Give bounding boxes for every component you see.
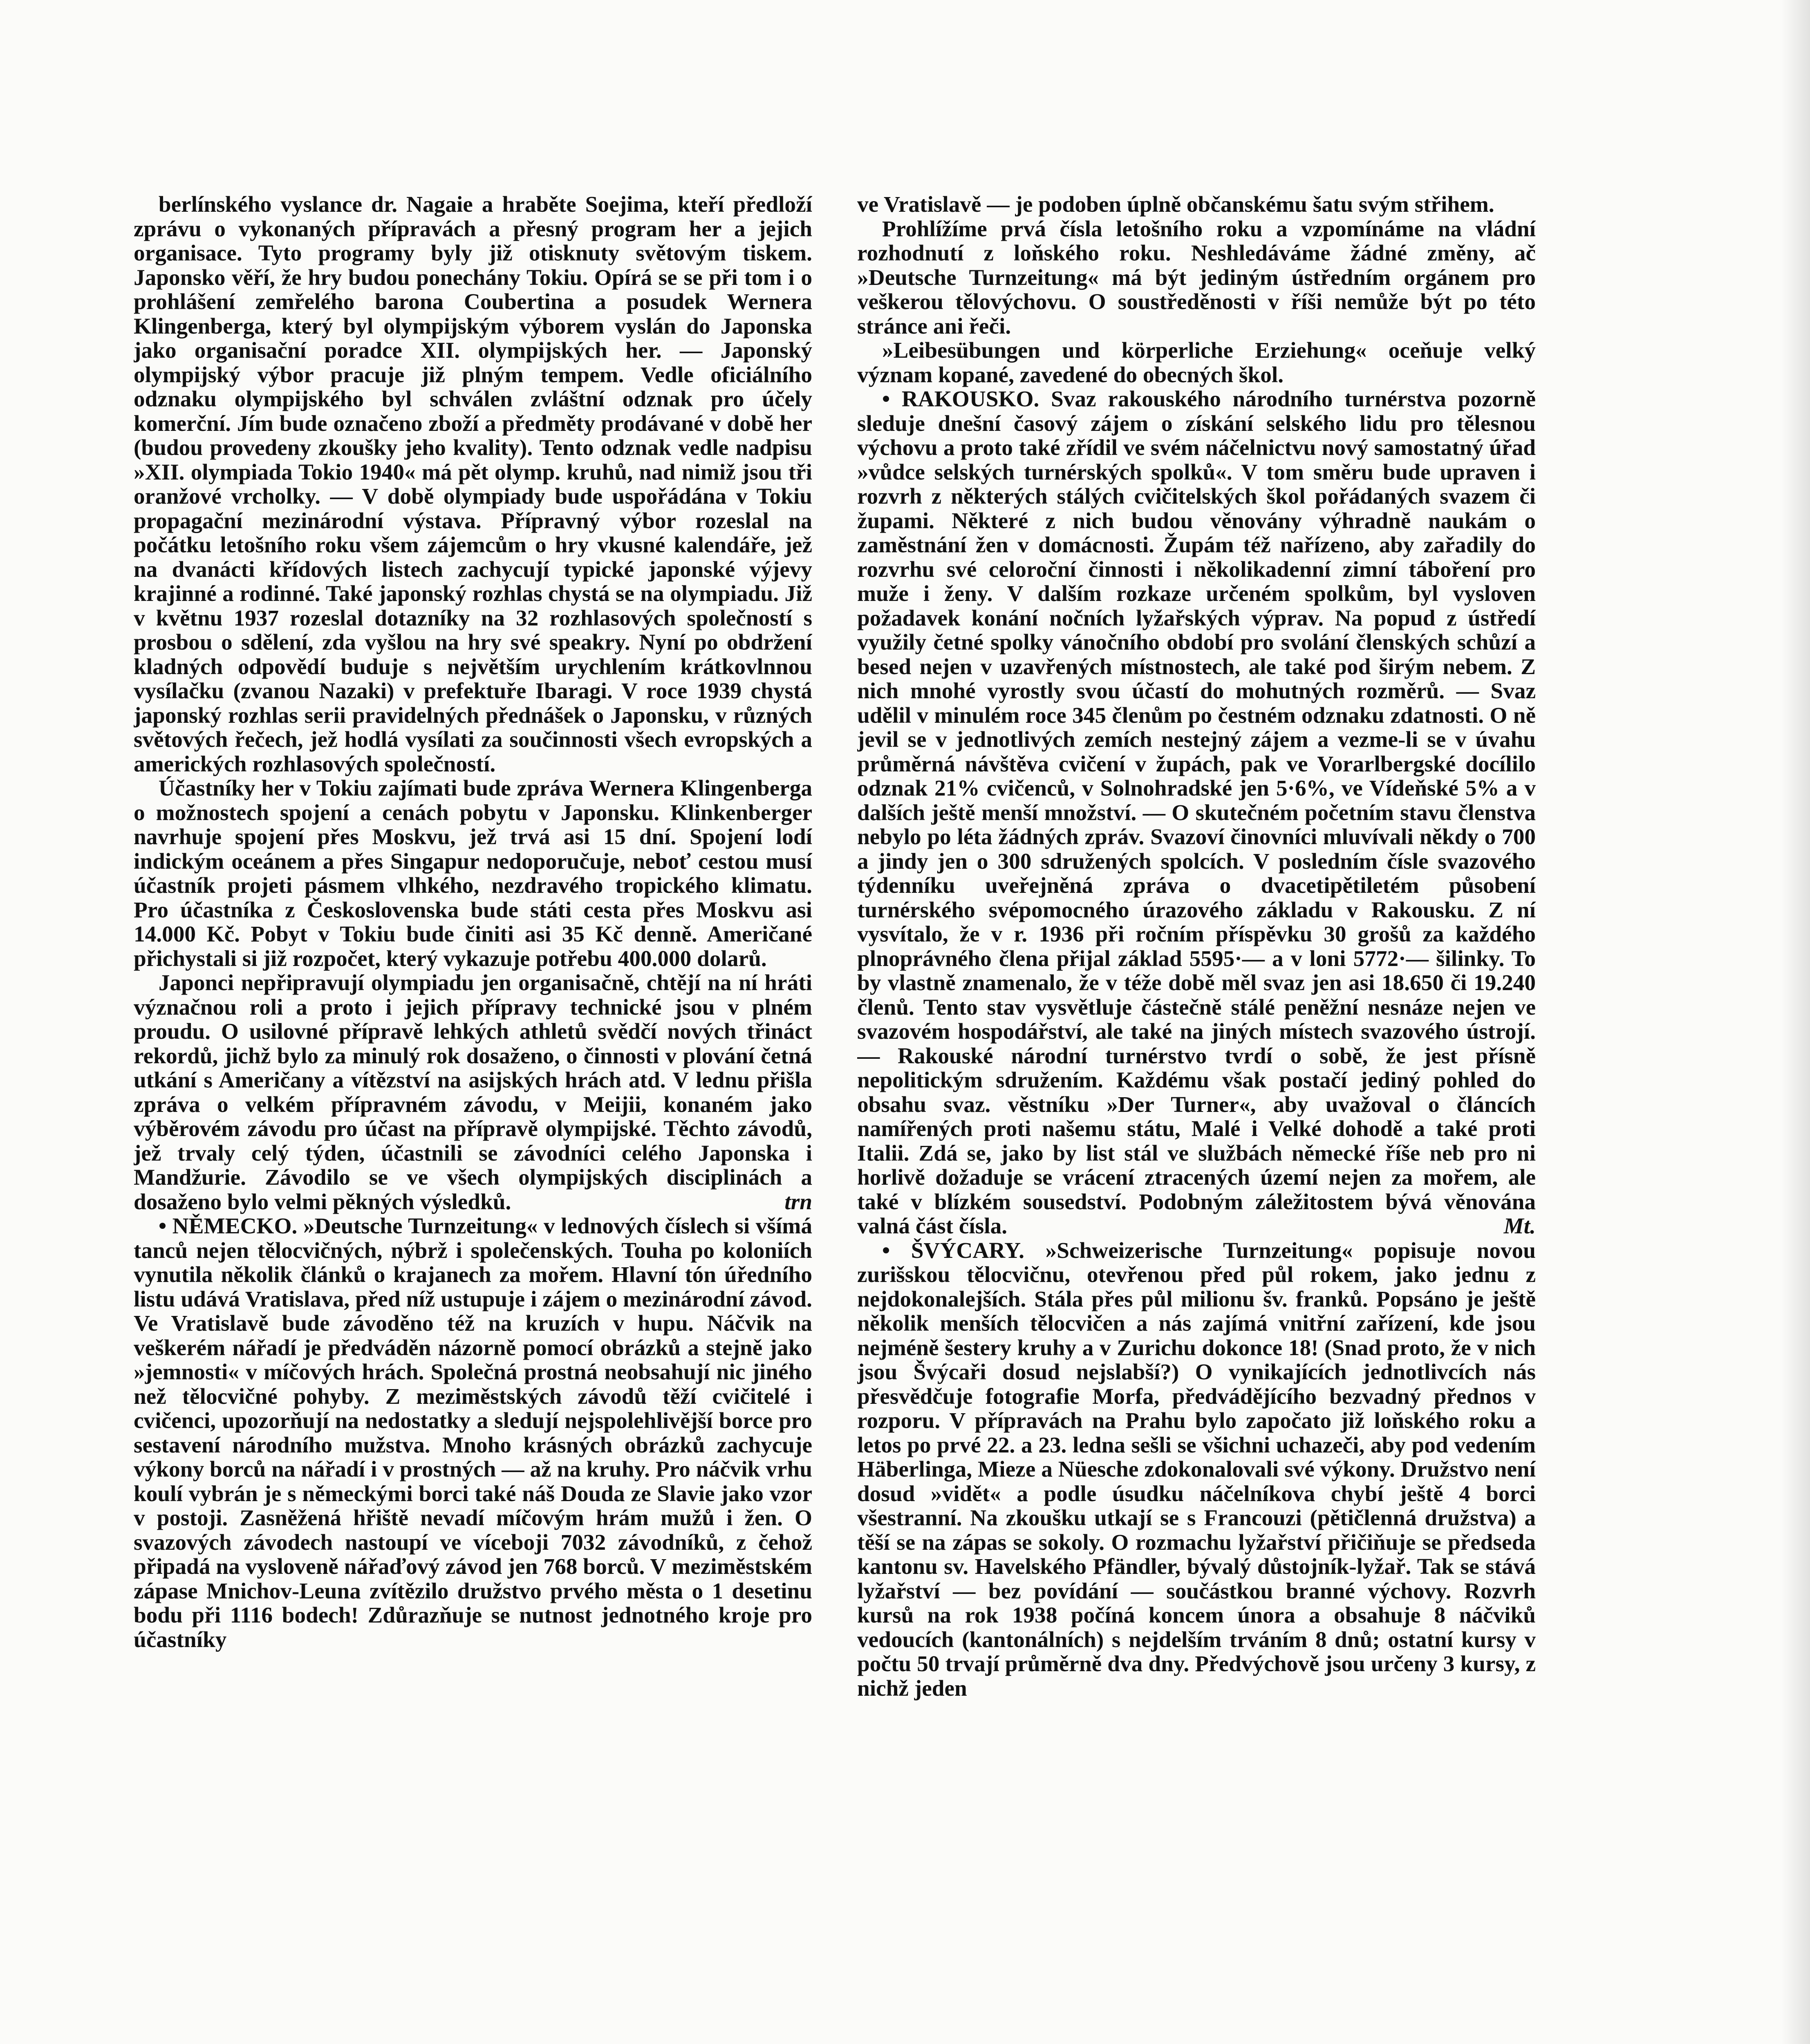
left-column-paragraph [134,970,812,1214]
text-columns [134,192,1536,2044]
left-column [134,192,812,2044]
right-column-paragraph [857,1238,1536,1701]
left-column-paragraph [134,776,812,970]
paragraph-text: Účastníky her v Tokiu zajímati bude zpráva Wernera Klingenberga o možnostech spojení a cenách pobytu v Japonsku. Klinkenberger navrhuje spojení přes Moskvu, jež trvá asi 15 dní. Spojení lodí indickým oceánem a přes Singapur nedoporučuje, neboť cestou musí účastník projeti pásmem vlhkého, nezdravého tropického klimatu. Pro účastníka z Československa bude státi cesta přes Moskvu asi 14.000 Kč. Pobyt v Tokiu bude činiti asi 35 Kč denně. Američané přichystali si již rozpočet, který vykazuje potřebu 400.000 dolarů. [134,775,812,971]
right-column [857,192,1536,2044]
paragraph-text: berlínského vyslance dr. Nagaie a hraběte Soejima, kteří předloží zprávu o vykonaných přípravách a přesný program her a jejich organisace. Tyto programy byly již otisknuty světovým tiskem. Japonsko věří, že hry budou ponechány Tokiu. Opírá se se při tom i o prohlášení zemřelého barona Coubertina a posudek Wernera Klingenberga, který byl olympijským výborem vyslán do Japonska jako organisační poradce XII. olympijských her. — Japonský olympijský výbor pracuje již plným tempem. Vedle oficiálního odznaku olympijského byl schválen zvláštní odznak pro účely komerční. Jím bude označeno zboží a předměty prodávané v době her (budou provedeny zkoušky jeho kvality). Tento odznak vedle nadpisu »XII. olympiada Tokio 1940« má pět olymp. kruhů, nad nimiž jsou tři oranžové vrcholky. — V době olympiady bude uspořádána v Tokiu propagační mezinárodní výstava. Přípravný výbor rozeslal na počátku letošního roku všem zájemcům o hry vkusné kalendáře, jež na dvanácti křídových listech zachycují typické japonské výjevy krajinné a rodinné. Také japonský rozhlas chystá se na olympiadu. Již v květnu 1937 rozeslal dotazníky na 32 rozhlasových společností s prosbou o sdělení, zda vyšlou na hry své speakry. Nyní po obdržení kladných odpovědí buduje s největším urychlením krátkovlnnou vysílačku (zvanou Nazaki) v prefektuře Ibaragi. V roce 1939 chystá japonský rozhlas serii pravidelných přednášek o Japonsku, v různých světových řečech, jež hodlá vysílati za součinnosti všech evropských a amerických rozhlasových společností. [134,192,812,776]
left-column-paragraph [134,1214,812,1652]
paragraph-text: ve Vratislavě — je podoben úplně občanskému šatu svým střihem. [857,192,1494,217]
right-column-paragraph [857,338,1536,387]
paragraph-text: Japonci nepřipravují olympiadu jen organisačně, chtějí na ní hráti význačnou roli a proto i jejich přípravy technické jsou v plném proudu. O usilovné přípravě lehkých athletů svědčí nových třináct rekordů, jichž bylo za minulý rok dosaženo, o činnosti v plování četná utkání s Američany a vítězství na asijských hrách atd. V lednu přišla zpráva o velkém přípravném závodu, v Meijii, konaném jako výběrovém závodu pro účast na přípravě olympijské. Těchto závodů, jež trvaly celý týden, účastnili se závodníci celého Japonska i Mandžurie. Závodilo se ve všech olympijských disciplinách a dosaženo bylo velmi pěkných výsledků. [134,970,812,1214]
paragraph-text: • RAKOUSKO. Svaz rakouského národního turnérstva pozorně sleduje dnešní časový zájem o získání selského lidu pro tělesnou výchovu a proto také zřídil ve svém náčelnictvu nový samostatný úřad »vůdce selských turnérských spolků«. V tom směru bude upraven i rozvrh z některých stálých cvičitelských škol pořádaných svazem či župami. Některé z nich budou věnovány výhradně naukám o zaměstnání žen v domácnosti. Župám též nařízeno, aby zařadily do rozvrhu své celoroční činnosti i několikadenní zimní táboření pro muže i ženy. V dalším rozkaze určeném spolkům, byl vysloven požadavek konání nočních lyžařských výprav. Na popud z ústředí využily četné spolky vánočního období pro svolání členských schůzí a besed nejen v uzavřených místnostech, ale také pod širým nebem. Z nich mnohé vyrostly svou účastí do mohutných rozměrů. — Svaz udělil v minulém roce 345 členům po čestném odznaku zdatnosti. O ně jevil se v jednotlivých zemích nestejný zájem a vezme-li se v úvahu průměrná návštěva cvičení v župách, pak ve Vorarlbergské docílilo odznak 21% cvičenců, v Solnohradské jen 5·6%, ve Vídeňské 5% a v dalších ještě menší množství. — O skutečném početním stavu členstva nebylo po léta žádných zpráv. Svazoví činovníci mluvívali někdy o 700 a jindy jen o 300 sdružených spolcích. V posledním čísle svazového týdenníku uveřejněná zpráva o dvacetipětiletém působení turnérského svépomocného úrazového základu v Rakousku. Z ní vysvítalo, že v r. 1936 při ročním příspěvku 30 grošů za každého plnoprávného člena přijal základ 5595·— a v loni 5772·— šilinky. To by vlastně znamenalo, že v téže době měl svaz jen asi 18.650 či 19.240 členů. Tento stav vysvětluje částečně stálé peněžní nesnáze nejen ve svazovém hospodářství, ale také na jiných místech svazového ústrojí. — Rakouské národní turnérstvo tvrdí o sobě, že jest přísně nepolitickým sdružením. Každému však postačí jediný pohled do obsahu svaz. věstníku »Der Turner«, aby uvažoval o článcích namířených proti našemu státu, Malé i Velké dohodě a také proti Italii. Zdá se, jako by list stál ve službách německé říše neb pro ni horlivě dožaduje se vrácení ztracených území nejen za mořem, ale také v blízkém sousedství. Podobným záležitostem bývá věnována valná část čísla. [857,386,1536,1238]
paragraph-text: • NĚMECKO. »Deutsche Turnzeitung« v lednových číslech si všímá tanců nejen tělocvičných, nýbrž i společenských. Touha po koloniích vynutila několik článků o krajanech za mořem. Hlavní tón úředního listu udává Vratislava, před níž ustupuje i zájem o mezinárodní závod. Ve Vratislavě bude závoděno též na kruzích v hupu. Náčvik na veškerém nářadí je předváděn názorně pomocí obrázků a stejně jako »jemnosti« v míčových hrách. Společná prostná neobsahují nic jiného než tělocvičné pohyby. Z meziměstských závodů těží cvičitelé i cvičenci, upozorňují na nedostatky a sledují nejspolehlivější borce pro sestavení národního mužstva. Mnoho krásných obrázků zachycuje výkony borců na nářadí i v prostných — až na kruhy. Pro náčvik vrhu koulí vybrán je s německými borci také náš Douda ze Slavie jako vzor v postoji. Zasněžená hřiště nevadí míčovým hrám mužů i žen. O svazových závodech nastoupí ve víceboji 7032 závodníků, z čehož připadá na vysloveně nářaďový závod jen 768 borců. V meziměstském zápase Mnichov-Leuna zvítězilo družstvo prvého města o 1 desetinu bodu při 1116 bodech! Zdůrazňuje se nutnost jednotného kroje pro účastníky [134,1213,812,1652]
paragraph-text: »Leibesübungen und körperliche Erziehung« oceňuje velký význam kopané, zavedené do obecných škol. [857,338,1536,387]
page-edge-shadow [1781,0,1810,2044]
paragraph-text: Prohlížíme prvá čísla letošního roku a vzpomínáme na vládní rozhodnutí z loňského roku. Neshledáváme žádné změny, ač »Deutsche Turnzeitung« má být jediným ústředním orgánem pro veškerou tělovýchovu. O soustředěnosti v říši nemůže být po této stránce ani řeči. [857,216,1536,338]
author-signature: Mt. [1503,1213,1536,1238]
right-column-paragraph [857,387,1536,1238]
paragraph-text: • ŠVÝCARY. »Schweizerische Turnzeitung« popisuje novou zurišskou tělocvičnu, otevřenou před půl rokem, jako jednu z nejdokonalejších. Stála přes půl milionu šv. franků. Popsáno je ještě několik menších tělocvičen a nás zajímá vnitřní zařízení, kde jsou nejméně šestery kruhy a v Zurichu dokonce 18! (Snad proto, že v nich jsou Švýcaři dosud nejslabší?) O vynikajících jednotlivcích nás přesvědčuje fotografie Morfa, předvádějícího bezvadný přednos v rozporu. V přípravách na Prahu bylo započato již loňského roku a letos po prvé 22. a 23. ledna sešli se všichni uchazeči, aby pod vedením Häberlinga, Mieze a Nüesche zdokonalovali své výkony. Družstvo není dosud »vidět« a podle úsudku náčelníkova chybí ještě 4 borci všestranní. Na zkoušku utkají se s Francouzi (pětičlenná družstva) a těší se na zápas se sokoly. O rozmachu lyžařství přičiňuje se předseda kantonu sv. Havelského Pfändler, bývalý důstojník-lyžař. Tak se stává lyžařství — bez povídání — součástkou branné výchovy. Rozvrh kursů na rok 1938 počíná koncem února a obsahuje 8 náčviků vedoucích (kantonálních) s nejdelším trváním 8 dnů; ostatní kursy v počtu 50 trvají průměrně dva dny. Předvýchově jsou určeny 3 kursy, z nichž jeden [857,1237,1536,1701]
author-signature: trn [784,1189,812,1214]
right-column-paragraph [857,217,1536,338]
left-column-paragraph [134,192,812,776]
right-column-paragraph [857,192,1536,217]
